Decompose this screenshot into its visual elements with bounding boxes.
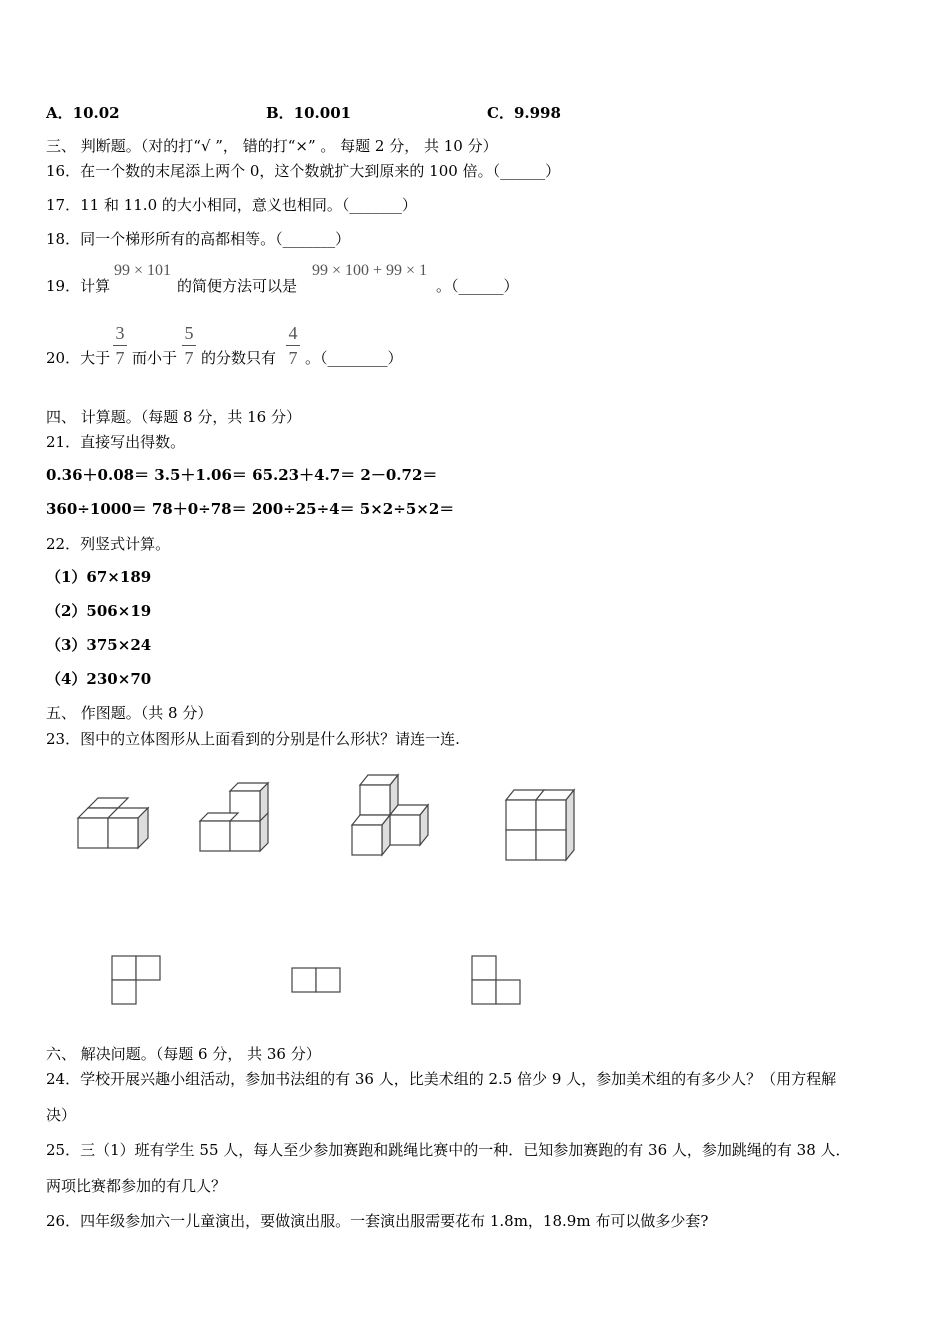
option-c: C．9.998	[487, 104, 561, 122]
question-25-line2: 两项比赛都参加的有几人？	[46, 1177, 227, 1195]
top-view-2	[292, 968, 340, 992]
section-3-header: 三、 判断题。（对的打“√ ”， 错的打“×” 。 每题 2 分， 共 10 分）	[46, 137, 498, 155]
question-19-suffix: 。（______）	[436, 277, 519, 295]
section-5-header: 五、 作图题。（共 8 分）	[46, 704, 213, 722]
top-view-3	[472, 956, 520, 1004]
question-24-line1: 24．学校开展兴趣小组活动，参加书法组的有 36 人，比美术组的 2.5 倍少 9 人，参加美术组的有多少人？（用方程解	[46, 1070, 837, 1088]
question-20-suffix: 。（________）	[305, 349, 403, 367]
question-23: 23．图中的立体图形从上面看到的分别是什么形状？请连一连.	[46, 730, 460, 748]
solid-figure-3	[352, 775, 428, 855]
top-view-1	[112, 956, 160, 1004]
solid-figure-1	[78, 798, 148, 848]
question-18: 18．同一个梯形所有的高都相等。（_______）	[46, 230, 351, 248]
fraction-numerator: 5	[184, 323, 194, 343]
top-view-shapes	[100, 950, 540, 1010]
question-17: 17．11 和 11.0 的大小相同，意义也相同。（_______）	[46, 196, 417, 214]
option-a: A．10.02	[46, 104, 120, 122]
question-22-item: （3）375×24	[46, 636, 152, 654]
question-25-line1: 25．三（1）班有学生 55 人，每人至少参加赛跑和跳绳比赛中的一种．已知参加赛跑的有 36 人，参加跳绳的有 38 人．	[46, 1141, 851, 1159]
question-20-middle: 而小于	[132, 349, 178, 367]
solid-figure-2	[200, 783, 268, 851]
fraction-5-7	[182, 323, 196, 368]
question-26: 26．四年级参加六一儿童演出，要做演出服。一套演出服需要花布 1.8m，18.9m 布可以做多少套?	[46, 1212, 709, 1230]
fraction-numerator: 4	[288, 323, 298, 343]
fraction-3-7	[113, 323, 127, 368]
question-20-middle2: 的分数只有	[201, 349, 277, 367]
option-b: B．10.001	[266, 104, 352, 122]
fraction-numerator: 3	[115, 323, 125, 343]
section-6-header: 六、 解决问题。（每题 6 分， 共 36 分）	[46, 1045, 321, 1063]
question-19-middle: 的简便方法可以是	[177, 277, 298, 295]
question-21-row2: 360÷1000＝ 78＋0÷78＝ 200÷25÷4＝ 5×2÷5×2＝	[46, 500, 455, 518]
fraction-4-7	[286, 323, 300, 368]
question-22-item: （4）230×70	[46, 670, 152, 688]
question-24-line2: 决）	[46, 1106, 77, 1124]
question-19-expr1: 99 × 101	[114, 262, 172, 279]
fraction-denominator: 7	[115, 348, 125, 368]
question-22-title: 22．列竖式计算。	[46, 535, 171, 553]
question-22-item: （1）67×189	[46, 568, 152, 586]
section-4-header: 四、 计算题。（每题 8 分，共 16 分）	[46, 408, 301, 426]
3d-figures	[60, 760, 600, 870]
fraction-denominator: 7	[288, 348, 298, 368]
question-19-expr2: 99 × 100 + 99 × 1	[312, 262, 428, 279]
question-19-prefix: 19．计算	[46, 277, 111, 295]
fraction-denominator: 7	[184, 348, 194, 368]
solid-figure-4	[506, 790, 574, 860]
question-16: 16．在一个数的末尾添上两个 0，这个数就扩大到原来的 100 倍。（______）	[46, 162, 561, 180]
question-22-item: （2）506×19	[46, 602, 152, 620]
question-20-prefix: 20．大于	[46, 349, 111, 367]
question-21-row1: 0.36＋0.08＝ 3.5＋1.06＝ 65.23＋4.7＝ 2－0.72＝	[46, 466, 438, 484]
question-21-title: 21．直接写出得数。	[46, 433, 186, 451]
